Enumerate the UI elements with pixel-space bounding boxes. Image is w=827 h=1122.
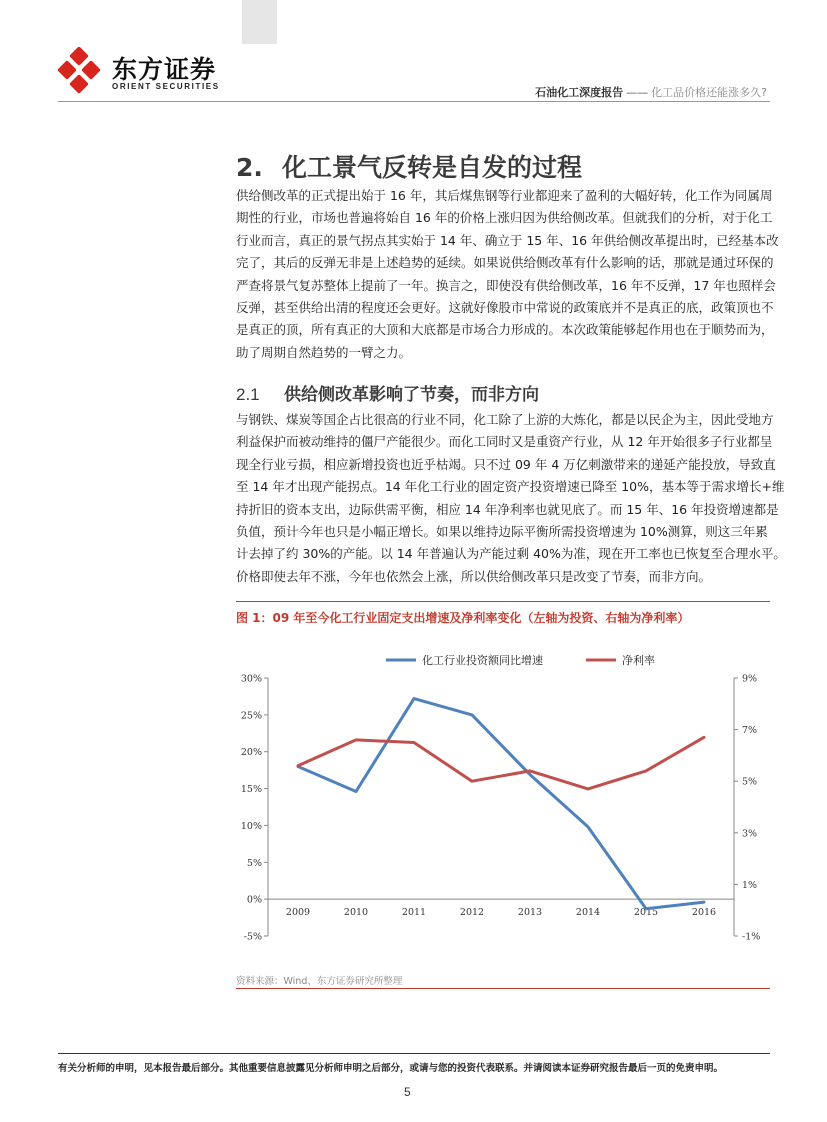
section-2-1-paragraph [236, 409, 786, 588]
x-axis-tick-label: 2009 [285, 907, 311, 919]
paragraph-line: 计去掉了约 30%的产能。以 14 年普遍认为产能过剩 40%为准，现在开工率也已恢复至合理水平。 [236, 546, 786, 562]
report-type: 石油化工深度报告 [535, 86, 624, 99]
section-2-heading [236, 148, 582, 184]
header-divider [58, 101, 770, 102]
left-axis-tick-label: 20% [240, 747, 262, 759]
left-axis-tick-label: -5% [243, 931, 262, 943]
right-axis-tick-label: 1% [742, 879, 758, 891]
paragraph-line: 至 14 年才出现产能拐点。14 年化工行业的固定资产投资增速已降至 10%，基本等于需求增长+维 [236, 479, 785, 495]
legend-label-1: 化工行业投资额同比增速 [422, 654, 543, 667]
x-axis-tick-label: 2010 [343, 907, 369, 919]
figure-bottom-rule [236, 988, 770, 989]
right-axis-tick-label: 7% [742, 725, 758, 737]
figure-title: 图 1：09 年至今化工行业固定支出增速及净利率变化（左轴为投资、右轴为净利率） [236, 611, 690, 625]
legend-label-2: 净利率 [622, 654, 655, 667]
paragraph-line: 助了周期自然趋势的一臂之力。 [236, 344, 412, 360]
x-axis-tick-label: 2013 [517, 907, 543, 919]
paragraph-line: 期性的行业，市场也普遍将始自 16 年的价格上涨归因为供给侧改革。但就我们的分析，对于化工 [236, 210, 773, 226]
x-axis-tick-label: 2012 [459, 907, 485, 919]
paragraph-line: 反弹，甚至供给出清的程度还会更好。这就好像股市中常说的政策底并不是真正的底，政策顶也不 [236, 300, 774, 316]
paragraph-line: 严查将景气复苏整体上提前了一年。换言之，即使没有供给侧改革，16 年不反弹，17 年也照样会 [236, 277, 776, 293]
section-2-title: 化工景气反转是自发的过程 [282, 153, 583, 182]
left-axis-tick-label: 0% [246, 894, 262, 906]
logo-english-name: ORIENT SECURITIES [112, 82, 220, 91]
right-axis-tick-label: 5% [742, 776, 758, 788]
paragraph-line: 现全行业亏损，相应新增投资也近乎枯竭。只不过 09 年 4 万亿刺激带来的递延产能投放，导致直 [236, 456, 776, 472]
x-axis-tick-label: 2011 [401, 907, 427, 919]
paragraph-line: 利益保护而被动维持的僵尸产能很少。而化工同时又是重资产行业，从 12 年开始很多子行业都呈 [236, 434, 773, 450]
left-axis-tick-label: 30% [240, 673, 262, 685]
right-axis-tick-label: -1% [742, 931, 761, 943]
page-number: 5 [404, 1085, 411, 1099]
left-axis-tick-label: 25% [240, 710, 262, 722]
x-axis-tick-label: 2016 [691, 907, 717, 919]
orient-logo-icon [58, 47, 106, 95]
report-header [535, 84, 767, 100]
figure-source: 资料来源：Wind、东方证券研究所整理 [236, 976, 403, 987]
paragraph-line: 与钢铁、煤炭等国企占比很高的行业不同，化工除了上游的大炼化，都是以民企为主，因此受地方 [236, 412, 774, 427]
paragraph-line: 持折旧的资本支出，边际供需平衡，相应 14 年净利率也就见底了。而 15 年、16 年投资增速都是 [236, 501, 779, 517]
x-axis-tick-label: 2014 [575, 907, 601, 919]
section-2-1-number: 2.1 [236, 385, 260, 404]
footer-disclaimer: 有关分析师的申明，见本报告最后部分。其他重要信息披露见分析师申明之后部分，或请与您的投资代表联系。并请阅读本证券研究报告最后一页的免责申明。 [58, 1063, 724, 1074]
line-chart [236, 640, 770, 960]
left-axis-tick-label: 15% [240, 784, 262, 796]
section-2-paragraph [236, 185, 779, 364]
paragraph-line: 负值，预计今年也只是小幅正增长。如果以维持边际平衡所需投资增速为 10%测算，则这三年累 [236, 524, 768, 540]
right-axis-tick-label: 9% [742, 673, 758, 685]
left-axis-tick-label: 5% [246, 857, 262, 869]
paragraph-line: 价格即使去年不涨，今年也依然会上涨，所以供给侧改革只是改变了节奏，而非方向。 [236, 568, 712, 584]
footer-divider [58, 1053, 770, 1054]
section-2-number: 2. [236, 153, 263, 182]
left-axis-tick-label: 10% [240, 820, 262, 832]
section-2-1-title: 供给侧改革影响了节奏，而非方向 [284, 385, 539, 405]
paragraph-line: 供给侧改革的正式提出始于 16 年，其后煤焦钢等行业都迎来了盈利的大幅好转，化工作为同属周 [236, 188, 773, 203]
report-subtitle: 化工品价格还能涨多久? [651, 86, 767, 99]
paragraph-line: 完了，其后的反弹无非是上述趋势的延续。如果说供给侧改革有什么影响的话，那就是通过环保的 [236, 255, 774, 271]
figure-top-rule [236, 601, 770, 602]
series-line-1 [298, 699, 704, 909]
paragraph-line: 行业而言，真正的景气拐点其实始于 14 年、确立于 15 年、16 年供给侧改革提出时，已经基本改 [236, 232, 779, 248]
header-separator: —— [626, 86, 649, 99]
section-2-1-heading [236, 380, 539, 405]
logo-chinese-name: 东方证券 [112, 55, 217, 84]
x-axis-tick-label: 2015 [633, 907, 659, 919]
paragraph-line: 是真正的顶，所有真正的大顶和大底都是市场合力形成的。本次政策能够起作用也在于顺势而为， [236, 322, 774, 338]
header-tab-decoration [242, 0, 277, 44]
right-axis-tick-label: 3% [742, 828, 758, 840]
